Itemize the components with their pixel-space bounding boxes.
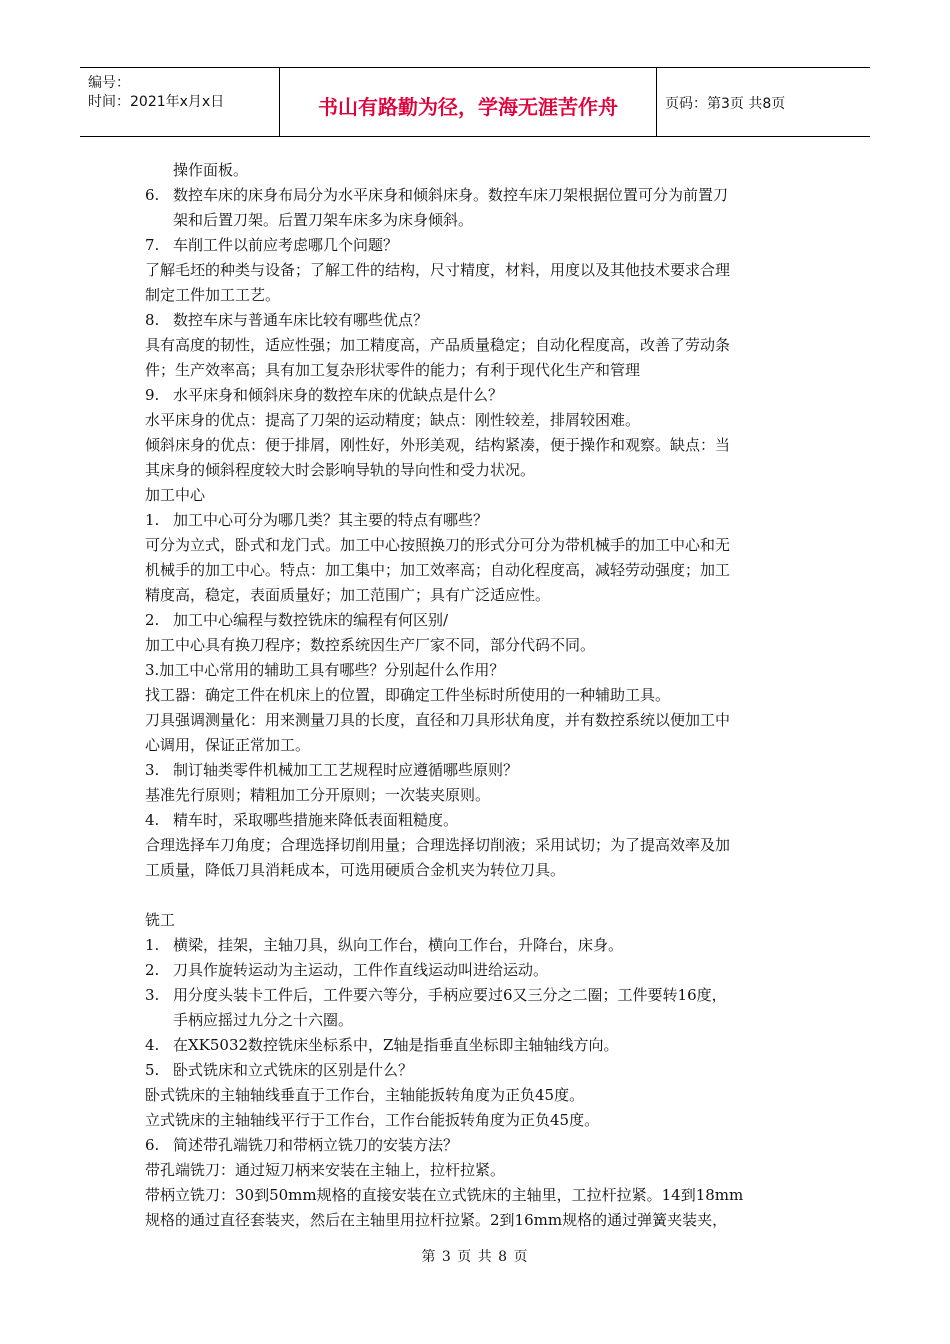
- item-number: 1.: [145, 936, 160, 954]
- line-text: 加工中心: [145, 486, 206, 504]
- text-line: [145, 1158, 815, 1183]
- page-header: [80, 67, 870, 137]
- header-motto: 书山有路勤为径，学海无涯苦作舟: [280, 68, 657, 136]
- line-text: 找工器：确定工件在机床上的位置，即确定工件坐标时所使用的一种辅助工具。: [145, 686, 671, 704]
- item-number: 6.: [145, 186, 160, 204]
- line-text: 数控车床与普通车床比较有哪些优点？: [173, 311, 429, 329]
- text-line: [145, 333, 815, 358]
- line-text: 带柄立铣刀：30到50mm规格的直接安装在立式铣床的主轴里，工拉杆拉紧。14到18mm: [145, 1186, 744, 1204]
- line-text: 刀具作旋转运动为主运动，工件作直线运动叫进给运动。: [173, 961, 549, 979]
- text-line: [145, 1183, 815, 1208]
- text-line: [145, 1208, 815, 1233]
- line-text: 倾斜床身的优点：便于排屑，刚性好，外形美观，结构紧凑，便于操作和观察。缺点：当: [145, 436, 731, 454]
- numbered-line: [145, 958, 815, 983]
- line-text: 简述带孔端铣刀和带柄立铣刀的安装方法？: [173, 1136, 459, 1154]
- line-text: 工质量，降低刀具消耗成本，可选用硬质合金机夹为转位刀具。: [145, 861, 566, 879]
- item-number: 3.: [145, 986, 160, 1004]
- item-number: 9.: [145, 386, 160, 404]
- line-text: 横梁，挂架，主轴刀具，纵向工作台，横向工作台，升降台，床身。: [173, 936, 624, 954]
- line-text: 精度高，稳定，表面质量好；加工范围广；具有广泛适应性。: [145, 586, 551, 604]
- text-line: [145, 733, 815, 758]
- numbered-line: [145, 1033, 815, 1058]
- line-text: 车削工件以前应考虑哪几个问题？: [173, 236, 399, 254]
- numbered-line: [145, 383, 815, 408]
- line-text: 卧式铣床和立式铣床的区别是什么？: [173, 1061, 414, 1079]
- line-text: 可分为立式，卧式和龙门式。加工中心按照换刀的形式分可分为带机械手的加工中心和无: [145, 536, 731, 554]
- numbered-line: [145, 608, 815, 633]
- text-line: [145, 533, 815, 558]
- item-number: 5.: [145, 1061, 160, 1079]
- text-line: [145, 408, 815, 433]
- text-line: [145, 658, 815, 683]
- text-line: [145, 583, 815, 608]
- numbered-line: [145, 233, 815, 258]
- line-text: 精车时，采取哪些措施来降低表面粗糙度。: [173, 811, 459, 829]
- line-text: 具有高度的韧性，适应性强；加工精度高，产品质量稳定；自动化程度高，改善了劳动条: [145, 336, 731, 354]
- line-text: 规格的通过直径套装夹，然后在主轴里用拉杆拉紧。2到16mm规格的通过弹簧夹装夹，: [145, 1211, 728, 1229]
- item-number: 6.: [145, 1136, 160, 1154]
- text-line: [145, 783, 815, 808]
- line-text: 制订轴类零件机械加工工艺规程时应遵循哪些原则？: [173, 761, 519, 779]
- text-line: [145, 358, 815, 383]
- numbered-line: [145, 808, 815, 833]
- line-text: 架和后置刀架。后置刀架车床多为床身倾斜。: [173, 211, 474, 229]
- line-text: 加工中心编程与数控铣床的编程有何区别/: [173, 611, 449, 629]
- text-line: [145, 258, 815, 283]
- text-line: [145, 458, 815, 483]
- text-line: [145, 858, 815, 883]
- line-text: 带孔端铣刀：通过短刀柄来安装在主轴上，拉杆拉紧。: [145, 1161, 506, 1179]
- item-number: 4.: [145, 1036, 160, 1054]
- item-number: 2.: [145, 961, 160, 979]
- line-text: 制定工件加工工艺。: [145, 286, 281, 304]
- numbered-line: [145, 1058, 815, 1083]
- line-text: 合理选择车刀角度；合理选择切削用量；合理选择切削液；采用试切；为了提高效率及加: [145, 836, 731, 854]
- line-text: 刀具强调测量化：用来测量刀具的长度，直径和刀具形状角度，并有数控系统以便加工中: [145, 711, 731, 729]
- line-text: 心调用，保证正常加工。: [145, 736, 311, 754]
- text-line: [145, 833, 815, 858]
- doc-code-label: 编号：: [88, 75, 130, 91]
- line-text: 其床身的倾斜程度较大时会影响导轨的导向性和受力状况。: [145, 461, 536, 479]
- line-text: 机械手的加工中心。特点：加工集中；加工效率高；自动化程度高，减轻劳动强度；加工: [145, 561, 731, 579]
- numbered-line: [145, 183, 815, 208]
- text-line: [145, 908, 815, 933]
- numbered-line: [145, 308, 815, 333]
- line-text: 件；生产效率高；具有加工复杂形状零件的能力；有利于现代化生产和管理: [145, 361, 641, 379]
- text-line: [145, 1083, 815, 1108]
- doc-date-label: 时间：2021年x月x日: [88, 94, 225, 110]
- text-line: [145, 1008, 815, 1033]
- numbered-line: [145, 983, 815, 1008]
- document-body: [145, 158, 815, 1233]
- line-text: 操作面板。: [173, 161, 249, 179]
- line-text: 水平床身和倾斜床身的数控车床的优缺点是什么？: [173, 386, 504, 404]
- text-line: [145, 433, 815, 458]
- text-line: [145, 633, 815, 658]
- item-number: 3.: [145, 761, 160, 779]
- item-number: 8.: [145, 311, 160, 329]
- text-line: [145, 683, 815, 708]
- line-text: 了解毛坯的种类与设备；了解工件的结构，尺寸精度，材料，用度以及其他技术要求合理: [145, 261, 731, 279]
- item-number: 4.: [145, 811, 160, 829]
- page-footer: 第 3 页 共 8 页: [421, 1249, 529, 1265]
- line-text: 立式铣床的主轴轴线平行于工作台，工作台能扳转角度为正负45度。: [145, 1111, 600, 1129]
- line-text: 基准先行原则；精粗加工分开原则；一次装夹原则。: [145, 786, 491, 804]
- header-page-label: 页码：第3页 共8页: [665, 96, 786, 112]
- line-text: 数控车床的床身布局分为水平床身和倾斜床身。数控车床刀架根据位置可分为前置刀: [173, 186, 729, 204]
- line-text: 3.加工中心常用的辅助工具有哪些？分别起什么作用？: [145, 661, 505, 679]
- line-text: 卧式铣床的主轴轴线垂直于工作台，主轴能扳转角度为正负45度。: [145, 1086, 585, 1104]
- text-line: [145, 208, 815, 233]
- item-number: 1.: [145, 511, 160, 529]
- numbered-line: [145, 508, 815, 533]
- text-line: [145, 558, 815, 583]
- line-text: 加工中心可分为哪几类？其主要的特点有哪些？: [173, 511, 489, 529]
- text-line: [145, 1108, 815, 1133]
- line-text: 铣工: [145, 911, 176, 929]
- line-text: 用分度头装卡工件后，工件要六等分，手柄应要过6又三分之二圈；工件要转16度，: [173, 986, 727, 1004]
- item-number: 7.: [145, 236, 160, 254]
- numbered-line: [145, 933, 815, 958]
- item-number: 2.: [145, 611, 160, 629]
- line-text: 加工中心具有换刀程序；数控系统因生产厂家不同，部分代码不同。: [145, 636, 596, 654]
- numbered-line: [145, 758, 815, 783]
- text-line: [145, 283, 815, 308]
- line-text: 在XK5032数控铣床坐标系中，Z轴是指垂直坐标即主轴轴线方向。: [173, 1036, 619, 1054]
- blank-line: [145, 883, 815, 908]
- line-text: 水平床身的优点：提高了刀架的运动精度；缺点：刚性较差，排屑较困难。: [145, 411, 641, 429]
- text-line: [145, 708, 815, 733]
- text-line: [145, 483, 815, 508]
- line-text: 手柄应摇过九分之十六圈。: [173, 1011, 354, 1029]
- header-meta: [80, 68, 280, 136]
- numbered-line: [145, 1133, 815, 1158]
- text-line: [145, 158, 815, 183]
